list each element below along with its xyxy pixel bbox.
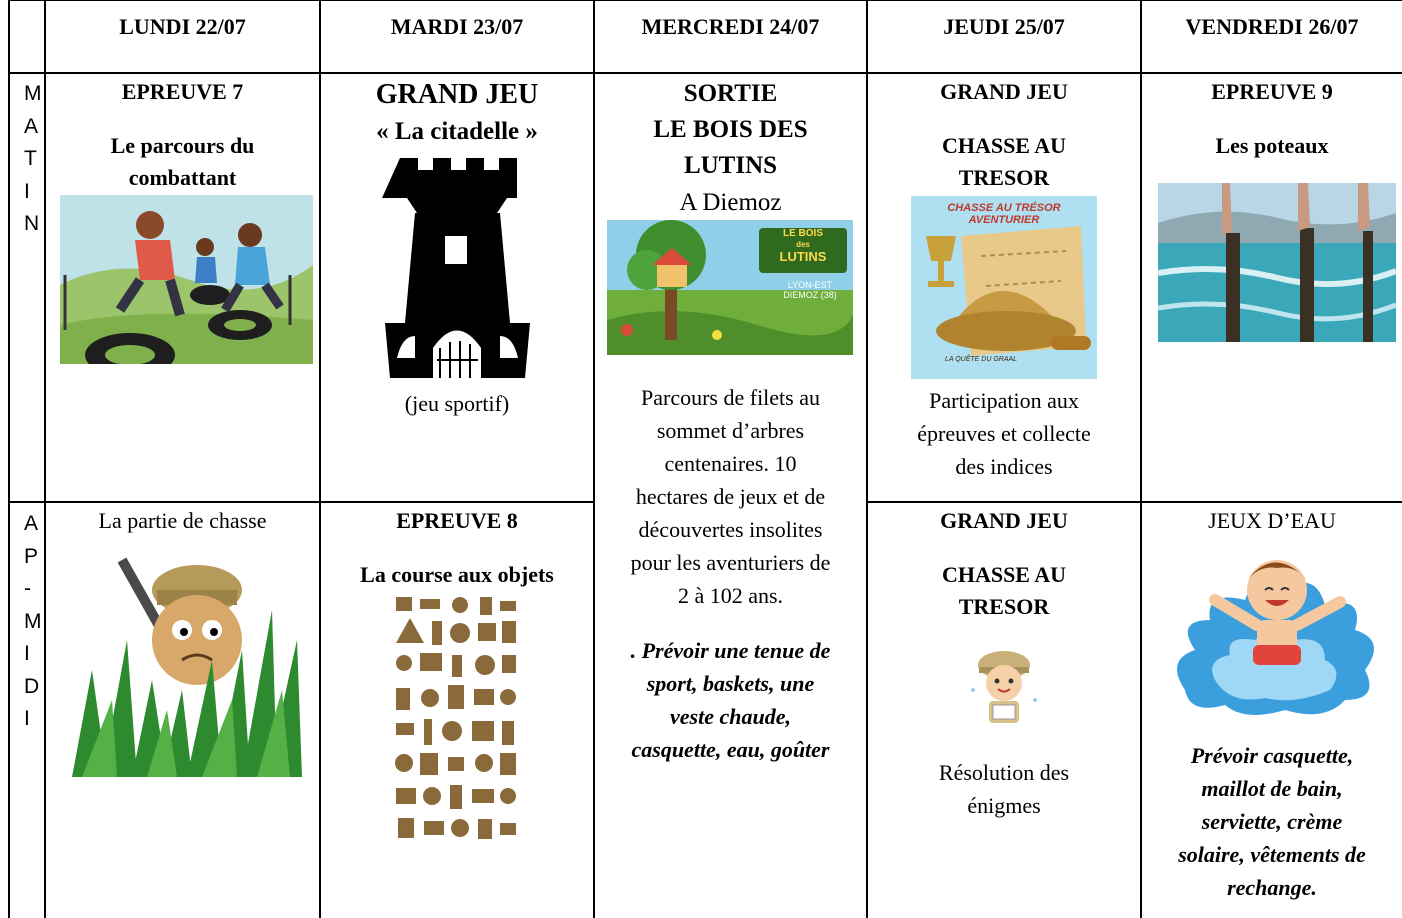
activity-title: GRAND JEU bbox=[375, 79, 539, 110]
subtitle-line: TRESOR bbox=[958, 165, 1050, 190]
description-line: 2 à 102 ans. bbox=[677, 583, 784, 608]
advice-line: maillot de bain, bbox=[1201, 776, 1343, 801]
lutins-logo-text bbox=[759, 228, 847, 263]
advice-line: serviette, crème bbox=[1201, 809, 1343, 834]
description-line: Parcours de filets au bbox=[641, 385, 820, 410]
activity-subtitle: La course aux objets bbox=[360, 562, 554, 587]
day-header-tuesday: MARDI 23/07 bbox=[390, 14, 524, 39]
day-header-thursday: JEUDI 25/07 bbox=[943, 14, 1065, 39]
activity-subtitle bbox=[46, 130, 319, 194]
description-line: pour les aventuriers de bbox=[630, 550, 831, 575]
side-letter: T bbox=[24, 147, 37, 170]
activity-title: EPREUVE 9 bbox=[1211, 79, 1333, 104]
subtitle-line: TRESOR bbox=[958, 594, 1050, 619]
afternoon-side-label bbox=[24, 508, 44, 736]
activity-place: A Diemoz bbox=[679, 189, 782, 216]
header-row-divider bbox=[8, 72, 1402, 74]
morning-afternoon-divider-right bbox=[866, 501, 1402, 503]
side-letter: D bbox=[24, 674, 40, 698]
castle-tower-icon bbox=[375, 148, 540, 378]
advice-line: casquette, eau, goûter bbox=[631, 737, 830, 762]
logo-line: LYON-EST bbox=[787, 280, 833, 290]
subtitle-line: CHASSE AU bbox=[941, 562, 1067, 587]
subtitle-line: combattant bbox=[128, 165, 237, 190]
activity-description bbox=[595, 381, 866, 612]
side-letter: I bbox=[24, 707, 30, 730]
activity-title bbox=[595, 76, 866, 184]
description-line: épreuves et collecte bbox=[917, 421, 1091, 446]
advice-line: solaire, vêtements de bbox=[1178, 842, 1366, 867]
description-line: énigmes bbox=[967, 793, 1041, 818]
day-header-wednesday: MERCREDI 24/07 bbox=[641, 14, 820, 39]
column-divider bbox=[8, 0, 10, 918]
treasure-image-subcaption: LA QUÊTE DU GRAAL bbox=[944, 356, 1018, 363]
advice-line: rechange. bbox=[1227, 875, 1317, 900]
bois-des-lutins-image bbox=[607, 220, 853, 355]
activity-advice bbox=[1142, 739, 1402, 904]
side-letter: I bbox=[24, 642, 30, 665]
water-splash-kid-image bbox=[1165, 540, 1387, 722]
activity-subtitle bbox=[868, 130, 1140, 194]
subtitle-line: CHASSE AU bbox=[941, 133, 1067, 158]
side-letter: I bbox=[24, 179, 30, 203]
description-line: hectares de jeux et de bbox=[635, 484, 826, 509]
activity-subtitle: « La citadelle » bbox=[376, 118, 538, 145]
subtitle-line: Le parcours du bbox=[110, 133, 255, 158]
side-letter: A bbox=[24, 512, 39, 535]
activity-description bbox=[868, 756, 1140, 822]
advice-line: Prévoir casquette, bbox=[1190, 743, 1354, 768]
explorer-kid-icon bbox=[965, 645, 1043, 727]
activity-title: La partie de chasse bbox=[98, 508, 267, 533]
side-letter: M bbox=[24, 82, 42, 105]
activity-title: GRAND JEU bbox=[940, 79, 1068, 104]
title-line: LUTINS bbox=[683, 152, 778, 179]
activity-subtitle: Les poteaux bbox=[1215, 133, 1329, 158]
objects-collection-image bbox=[390, 593, 522, 843]
activity-title: EPREUVE 7 bbox=[121, 79, 244, 104]
side-letter: A bbox=[24, 114, 39, 138]
morning-side-label bbox=[24, 78, 44, 241]
description-line: découvertes insolites bbox=[638, 517, 823, 542]
description-line: sommet d’arbres bbox=[656, 418, 805, 443]
advice-line: sport, baskets, une bbox=[646, 671, 815, 696]
obstacle-course-illustration bbox=[60, 195, 313, 364]
side-letter: N bbox=[24, 212, 40, 235]
advice-line: . Prévoir une tenue de bbox=[630, 638, 831, 663]
activity-subtitle bbox=[868, 559, 1140, 623]
activity-advice bbox=[595, 634, 866, 766]
description-line: des indices bbox=[955, 454, 1053, 479]
advice-line: veste chaude, bbox=[670, 704, 791, 729]
activity-note: (jeu sportif) bbox=[404, 391, 510, 416]
title-line: SORTIE bbox=[683, 80, 778, 107]
morning-afternoon-divider-left bbox=[8, 501, 595, 503]
logo-line: DIEMOZ (38) bbox=[783, 290, 837, 300]
table-border-top bbox=[8, 0, 1402, 1]
description-line: Résolution des bbox=[938, 760, 1070, 785]
lutins-location-text bbox=[775, 280, 845, 300]
treasure-hunt-image bbox=[911, 196, 1097, 379]
description-line: centenaires. 10 bbox=[664, 451, 797, 476]
activity-title: EPREUVE 8 bbox=[396, 508, 518, 533]
day-header-monday: LUNDI 22/07 bbox=[119, 14, 246, 39]
title-line: LE BOIS DES bbox=[653, 116, 808, 143]
side-letter: P bbox=[24, 544, 39, 568]
day-header-friday: VENDREDI 26/07 bbox=[1185, 14, 1359, 39]
logo-line: des bbox=[796, 240, 810, 249]
activity-title: JEUX D’EAU bbox=[1208, 508, 1336, 533]
side-letter: M bbox=[24, 609, 42, 633]
logo-line: LE BOIS bbox=[782, 228, 823, 239]
treasure-image-caption: CHASSE AU TRÉSOR AVENTURIER bbox=[947, 202, 1061, 226]
poles-sea-image bbox=[1158, 183, 1396, 342]
hunter-in-grass-image bbox=[72, 550, 302, 777]
description-line: Participation aux bbox=[929, 388, 1079, 413]
activity-title: GRAND JEU bbox=[940, 508, 1068, 533]
activity-description bbox=[868, 384, 1140, 483]
logo-line: LUTINS bbox=[779, 249, 827, 264]
side-letter: - bbox=[24, 577, 31, 600]
